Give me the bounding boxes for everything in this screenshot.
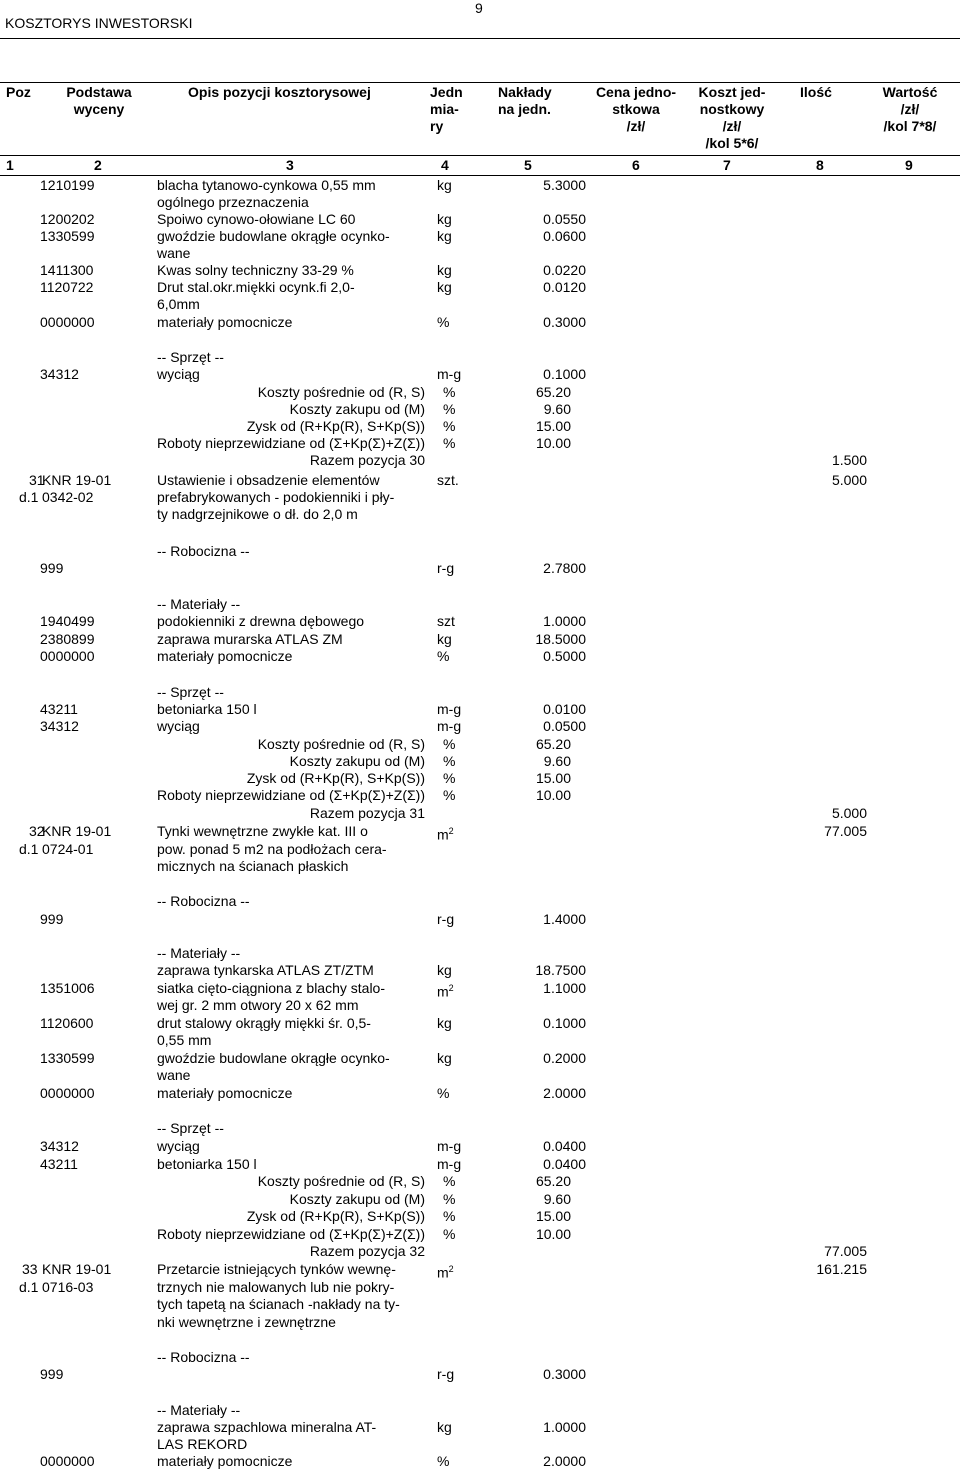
surcharge-unit: % <box>443 1191 456 1207</box>
resource-unit: r-g <box>437 911 455 927</box>
resource-code: 34312 <box>40 366 79 382</box>
surcharge-label: Zysk od (R+Kp(R), S+Kp(S)) <box>246 1208 425 1224</box>
position-description: nki wewnętrzne i zewnętrzne <box>157 1314 336 1330</box>
resource-unit: m-g <box>437 1138 462 1154</box>
position-description: prefabrykowanych - podokienniki i pły- <box>157 489 395 505</box>
position-number-suffix: d.1 <box>19 841 39 857</box>
position-description: ty nadgrzejnikowe o dł. do 2,0 m <box>157 506 358 522</box>
col-header-wartosc-formula: /kol 7*8/ <box>883 118 937 134</box>
surcharge-label: Roboty nieprzewidziane od (Σ+Kp(Σ)+Z(Σ)) <box>157 787 425 803</box>
position-description: trznych nie malowanych lub nie pokry- <box>157 1279 395 1295</box>
table-top-border <box>0 82 960 83</box>
resource-description: blacha tytanowo-cynkowa 0,55 mm <box>157 177 376 193</box>
section-label-equipment: -- Sprzęt -- <box>157 349 224 365</box>
resource-quantity: 0.0600 <box>543 228 586 244</box>
resource-unit: kg <box>437 211 452 227</box>
position-basis-code: 0342-02 <box>42 489 94 505</box>
surcharge-label: Koszty zakupu od (M) <box>289 1191 425 1207</box>
resource-unit: $m^2$ <box>437 983 454 1000</box>
resource-quantity: 18.7500 <box>535 962 586 978</box>
resource-quantity: 2.0000 <box>543 1453 586 1469</box>
resource-quantity: 1.0000 <box>543 613 586 629</box>
resource-description: LAS REKORD <box>157 1436 248 1452</box>
resource-description: zaprawa murarska ATLAS ZM <box>157 631 343 647</box>
surcharge-unit: % <box>443 770 456 786</box>
position-total-quantity: 1.500 <box>831 452 867 468</box>
resource-unit: szt <box>437 613 455 629</box>
resource-quantity: 0.1000 <box>543 1015 586 1031</box>
resource-description: betoniarka 150 l <box>157 701 257 717</box>
resource-quantity: 0.0500 <box>543 718 586 734</box>
resource-unit: kg <box>437 228 452 244</box>
resource-description: 6,0mm <box>157 296 200 312</box>
column-numbers-separator <box>0 175 960 176</box>
surcharge-label: Koszty pośrednie od (R, S) <box>257 736 425 752</box>
position-quantity: 5.000 <box>831 472 867 488</box>
surcharge-rate: 10.00 <box>535 1226 571 1242</box>
resource-code: 1200202 <box>40 211 95 227</box>
position-quantity: 77.005 <box>824 823 867 839</box>
col-number-8: 8 <box>816 157 824 173</box>
resource-code: 0000000 <box>40 1085 95 1101</box>
section-label-labour: -- Robocizna -- <box>157 1349 250 1365</box>
resource-unit: % <box>437 1453 450 1469</box>
resource-code: 1351006 <box>40 980 95 996</box>
resource-quantity: 0.5000 <box>543 648 586 664</box>
position-description: micznych na ścianach płaskich <box>157 858 349 874</box>
position-total-label: Razem pozycja 31 <box>309 805 425 821</box>
surcharge-label: Koszty zakupu od (M) <box>289 401 425 417</box>
surcharge-label: Roboty nieprzewidziane od (Σ+Kp(Σ)+Z(Σ)) <box>157 1226 425 1242</box>
resource-quantity: 0.2000 <box>543 1050 586 1066</box>
resource-quantity: 0.3000 <box>543 1366 586 1382</box>
col-number-7: 7 <box>723 157 731 173</box>
surcharge-rate: 15.00 <box>535 418 571 434</box>
position-unit: szt. <box>437 472 459 488</box>
resource-quantity: 0.0100 <box>543 701 586 717</box>
resource-code: 1120722 <box>40 279 94 295</box>
resource-unit: kg <box>437 279 452 295</box>
resource-description: 0,55 mm <box>157 1032 212 1048</box>
col-header-koszt-unit: /zł/ <box>722 118 742 134</box>
surcharge-rate: 65.20 <box>535 1173 571 1189</box>
surcharge-unit: % <box>443 1208 456 1224</box>
surcharge-unit: % <box>443 418 456 434</box>
surcharge-unit: % <box>443 1226 456 1242</box>
resource-unit: m-g <box>437 718 462 734</box>
resource-description: wyciąg <box>157 1138 200 1154</box>
resource-quantity: 0.0120 <box>543 279 586 295</box>
col-number-4: 4 <box>441 157 449 173</box>
position-total-label: Razem pozycja 32 <box>309 1243 425 1259</box>
position-total-label: Razem pozycja 30 <box>309 452 425 468</box>
surcharge-label: Koszty pośrednie od (R, S) <box>257 1173 425 1189</box>
resource-code: 34312 <box>40 1138 79 1154</box>
resource-quantity: 2.7800 <box>543 560 586 576</box>
resource-quantity: 1.4000 <box>543 911 586 927</box>
section-label-materials: -- Materiały -- <box>157 945 241 961</box>
resource-unit: kg <box>437 262 452 278</box>
position-number-suffix: d.1 <box>19 489 39 505</box>
position-description: tych tapetą na ścianach -nakłady na ty- <box>157 1296 400 1312</box>
resource-code: 1210199 <box>40 177 95 193</box>
resource-description: materiały pomocnicze <box>157 1453 293 1469</box>
surcharge-rate: 10.00 <box>535 787 571 803</box>
position-description: pow. ponad 5 m2 na podłożach cera- <box>157 841 387 857</box>
resource-description: ogólnego przeznaczenia <box>157 194 309 210</box>
resource-unit: kg <box>437 631 452 647</box>
position-number: 32 <box>29 823 45 839</box>
position-basis: KNR 19-01 <box>42 1261 112 1277</box>
col-number-2: 2 <box>94 157 102 173</box>
resource-code: 2380899 <box>40 631 95 647</box>
col-header-ry: ry <box>430 118 444 134</box>
resource-unit: m-g <box>437 366 462 382</box>
resource-code: 1120600 <box>40 1015 94 1031</box>
col-number-5: 5 <box>524 157 532 173</box>
surcharge-label: Zysk od (R+Kp(R), S+Kp(S)) <box>246 770 425 786</box>
section-label-equipment: -- Sprzęt -- <box>157 1120 224 1136</box>
resource-unit: m-g <box>437 1156 462 1172</box>
resource-description: Spoiwo cynowo-ołowiane LC 60 <box>157 211 356 227</box>
col-header-koszt-formula: /kol 5*6/ <box>705 135 759 151</box>
resource-quantity: 0.0400 <box>543 1138 586 1154</box>
surcharge-rate: 9.60 <box>543 1191 571 1207</box>
surcharge-unit: % <box>443 736 456 752</box>
section-label-materials: -- Materiały -- <box>157 1402 241 1418</box>
surcharge-rate: 10.00 <box>535 435 571 451</box>
header-separator <box>0 155 960 156</box>
col-header-poz: Poz <box>6 84 31 100</box>
resource-description: Kwas solny techniczny 33-29 % <box>157 262 354 278</box>
resource-description: gwoździe budowlane okrągłe ocynko- <box>157 228 390 244</box>
col-header-nostkowy: nostkowy <box>699 101 765 117</box>
surcharge-label: Zysk od (R+Kp(R), S+Kp(S)) <box>246 418 425 434</box>
resource-quantity: 0.1000 <box>543 366 586 382</box>
resource-code: 0000000 <box>40 1453 95 1469</box>
surcharge-rate: 15.00 <box>535 1208 571 1224</box>
resource-code: 1330599 <box>40 1050 95 1066</box>
col-header-stkowa: stkowa <box>612 101 660 117</box>
col-header-mia: mia- <box>430 101 459 117</box>
resource-quantity: 0.3000 <box>543 314 586 330</box>
surcharge-label: Koszty zakupu od (M) <box>289 753 425 769</box>
col-header-wartosc: Wartość <box>882 84 938 100</box>
section-label-labour: -- Robocizna -- <box>157 893 250 909</box>
resource-code: 0000000 <box>40 314 95 330</box>
col-header-ilosc: Ilość <box>800 84 832 100</box>
section-label-labour: -- Robocizna -- <box>157 543 250 559</box>
col-header-jedn: Jedn <box>430 84 463 100</box>
position-basis-code: 0724-01 <box>42 841 94 857</box>
resource-description: podokienniki z drewna dębowego <box>157 613 365 629</box>
col-header-wyceny: wyceny <box>73 101 125 117</box>
document-title: KOSZTORYS INWESTORSKI <box>5 15 193 31</box>
resource-code: 0000000 <box>40 648 95 664</box>
resource-description: materiały pomocnicze <box>157 648 293 664</box>
surcharge-label: Koszty pośrednie od (R, S) <box>257 384 425 400</box>
position-number: 33 <box>22 1261 38 1277</box>
surcharge-rate: 15.00 <box>535 770 571 786</box>
resource-unit: % <box>437 648 450 664</box>
resource-code: 34312 <box>40 718 79 734</box>
position-basis: KNR 19-01 <box>42 472 112 488</box>
surcharge-rate: 9.60 <box>543 401 571 417</box>
col-number-9: 9 <box>905 157 913 173</box>
surcharge-unit: % <box>443 787 456 803</box>
resource-quantity: 1.1000 <box>543 980 586 996</box>
resource-unit: kg <box>437 1419 452 1435</box>
resource-code: 1940499 <box>40 613 95 629</box>
resource-description: materiały pomocnicze <box>157 314 293 330</box>
resource-unit: kg <box>437 177 452 193</box>
section-label-equipment: -- Sprzęt -- <box>157 684 224 700</box>
resource-description: wej gr. 2 mm otwory 20 x 62 mm <box>157 997 359 1013</box>
col-header-wartosc-unit: /zł/ <box>900 101 920 117</box>
surcharge-unit: % <box>443 401 456 417</box>
resource-unit: kg <box>437 1050 452 1066</box>
resource-code: 999 <box>40 560 64 576</box>
col-header-koszt: Koszt jed- <box>698 84 766 100</box>
resource-description: siatka cięto-ciągniona z blachy stalo- <box>157 980 386 996</box>
resource-unit: r-g <box>437 560 455 576</box>
col-header-opis: Opis pozycji kosztorysowej <box>188 84 371 100</box>
surcharge-rate: 65.20 <box>535 736 571 752</box>
resource-quantity: 2.0000 <box>543 1085 586 1101</box>
resource-quantity: 0.0550 <box>543 211 586 227</box>
surcharge-label: Roboty nieprzewidziane od (Σ+Kp(Σ)+Z(Σ)) <box>157 435 425 451</box>
resource-description: materiały pomocnicze <box>157 1085 293 1101</box>
resource-code: 1411300 <box>40 262 94 278</box>
resource-code: 43211 <box>40 701 78 717</box>
resource-code: 999 <box>40 911 64 927</box>
page-number: 9 <box>475 0 483 16</box>
col-header-podstawa: Podstawa <box>66 84 132 100</box>
position-total-quantity: 5.000 <box>831 805 867 821</box>
col-number-1: 1 <box>6 157 14 173</box>
col-number-3: 3 <box>286 157 294 173</box>
position-unit: $m^2$ <box>437 1264 454 1281</box>
resource-quantity: 0.0220 <box>543 262 586 278</box>
resource-description: drut stalowy okrągły miękki śr. 0,5- <box>157 1015 371 1031</box>
resource-description: wane <box>157 245 191 261</box>
surcharge-unit: % <box>443 384 456 400</box>
resource-unit: m-g <box>437 701 462 717</box>
header-rule <box>0 38 960 39</box>
resource-description: gwoździe budowlane okrągłe ocynko- <box>157 1050 390 1066</box>
resource-description: wyciąg <box>157 718 200 734</box>
surcharge-unit: % <box>443 435 456 451</box>
resource-description: zaprawa tynkarska ATLAS ZT/ZTM <box>157 962 374 978</box>
col-header-cena-unit: /zł/ <box>626 118 646 134</box>
section-label-materials: -- Materiały -- <box>157 596 241 612</box>
resource-unit: kg <box>437 1015 452 1031</box>
position-number-suffix: d.1 <box>19 1279 39 1295</box>
resource-quantity: 5.3000 <box>543 177 586 193</box>
surcharge-rate: 9.60 <box>543 753 571 769</box>
resource-quantity: 0.0400 <box>543 1156 586 1172</box>
position-total-quantity: 77.005 <box>824 1243 867 1259</box>
position-unit: $m^2$ <box>437 826 454 843</box>
resource-quantity: 18.5000 <box>535 631 586 647</box>
surcharge-unit: % <box>443 753 456 769</box>
col-number-6: 6 <box>632 157 640 173</box>
col-header-na-jedn: na jedn. <box>498 101 551 117</box>
resource-description: wane <box>157 1067 191 1083</box>
resource-code: 1330599 <box>40 228 95 244</box>
resource-description: Drut stal.okr.miękki ocynk.fi 2,0- <box>157 279 355 295</box>
position-quantity: 161.215 <box>816 1261 867 1277</box>
resource-unit: kg <box>437 962 452 978</box>
resource-description: wyciąg <box>157 366 200 382</box>
resource-code: 43211 <box>40 1156 78 1172</box>
resource-quantity: 1.0000 <box>543 1419 586 1435</box>
resource-description: zaprawa szpachlowa mineralna AT- <box>157 1419 377 1435</box>
resource-code: 999 <box>40 1366 64 1382</box>
position-number: 31 <box>29 472 45 488</box>
resource-unit: % <box>437 1085 450 1101</box>
position-basis: KNR 19-01 <box>42 823 112 839</box>
position-description: Przetarcie istniejących tynków wewnę- <box>157 1261 396 1277</box>
position-description: Tynki wewnętrzne zwykłe kat. III o <box>157 823 368 839</box>
resource-description: betoniarka 150 l <box>157 1156 257 1172</box>
position-basis-code: 0716-03 <box>42 1279 94 1295</box>
surcharge-unit: % <box>443 1173 456 1189</box>
position-description: Ustawienie i obsadzenie elementów <box>157 472 380 488</box>
col-header-naklady: Nakłady <box>498 84 552 100</box>
resource-unit: r-g <box>437 1366 455 1382</box>
resource-unit: % <box>437 314 450 330</box>
surcharge-rate: 65.20 <box>535 384 571 400</box>
col-header-cena: Cena jedno- <box>595 84 677 100</box>
